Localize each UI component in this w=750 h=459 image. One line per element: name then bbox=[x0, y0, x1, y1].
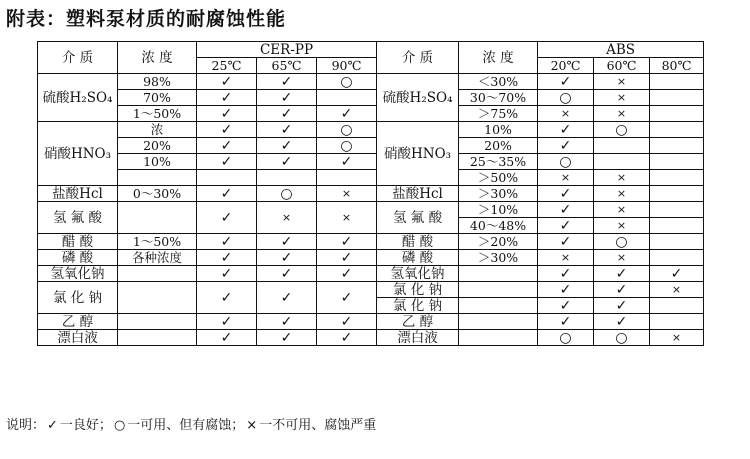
rating-cell: ✓ bbox=[538, 122, 594, 138]
rating-cell: ✓ bbox=[257, 266, 317, 282]
header-medium-right: 介 质 bbox=[377, 42, 459, 74]
header-temp: 20℃ bbox=[538, 58, 594, 74]
rating-cell: ✓ bbox=[197, 202, 257, 234]
rating-cell: ✓ bbox=[257, 314, 317, 330]
conc-cell: 1～50% bbox=[118, 234, 197, 250]
rating-cell bbox=[650, 202, 704, 218]
medium-cell: 硫酸H₂SO₄ bbox=[377, 74, 459, 122]
rating-cell: ○ bbox=[317, 74, 377, 90]
rating-cell: × bbox=[538, 250, 594, 266]
rating-cell bbox=[650, 170, 704, 186]
medium-cell: 氯 化 钠 bbox=[38, 282, 118, 314]
rating-cell: × bbox=[538, 170, 594, 186]
rating-cell: ✓ bbox=[317, 106, 377, 122]
rating-cell: × bbox=[650, 282, 704, 298]
rating-cell: ✓ bbox=[538, 218, 594, 234]
note-prefix: 说明： bbox=[6, 418, 46, 433]
conc-cell: 各种浓度 bbox=[118, 250, 197, 266]
header-temp: 60℃ bbox=[594, 58, 650, 74]
rating-cell: ○ bbox=[257, 186, 317, 202]
rating-cell: ✓ bbox=[594, 298, 650, 314]
conc-cell: ＞20% bbox=[459, 234, 538, 250]
header-medium: 介 质 bbox=[38, 42, 118, 74]
conc-cell: 40～48% bbox=[459, 218, 538, 234]
conc-cell bbox=[459, 282, 538, 298]
rating-cell bbox=[257, 170, 317, 186]
rating-cell: × bbox=[594, 170, 650, 186]
conc-cell: 0～30% bbox=[118, 186, 197, 202]
rating-cell: ✓ bbox=[257, 122, 317, 138]
rating-cell bbox=[650, 122, 704, 138]
rating-cell: ✓ bbox=[538, 186, 594, 202]
rating-cell: × bbox=[594, 106, 650, 122]
rating-cell: ○ bbox=[317, 122, 377, 138]
rating-cell: ✓ bbox=[257, 154, 317, 170]
header-temp: 25℃ bbox=[197, 58, 257, 74]
conc-cell: ＞10% bbox=[459, 202, 538, 218]
header-concentration-right: 浓 度 bbox=[459, 42, 538, 74]
medium-cell: 硝酸HNO₃ bbox=[377, 122, 459, 186]
rating-cell: ○ bbox=[594, 122, 650, 138]
rating-cell: ✓ bbox=[197, 266, 257, 282]
medium-cell: 硝酸HNO₃ bbox=[38, 122, 118, 186]
medium-cell: 氢 氟 酸 bbox=[377, 202, 459, 234]
rating-cell: ✓ bbox=[317, 234, 377, 250]
header-temp: 90℃ bbox=[317, 58, 377, 74]
rating-cell: ✓ bbox=[257, 74, 317, 90]
rating-cell: ✓ bbox=[197, 234, 257, 250]
rating-cell: ✓ bbox=[650, 266, 704, 282]
cross-icon: × bbox=[246, 418, 258, 433]
rating-cell: ✓ bbox=[257, 330, 317, 346]
conc-cell: ＞30% bbox=[459, 250, 538, 266]
rating-cell bbox=[650, 74, 704, 90]
header-temp: 80℃ bbox=[650, 58, 704, 74]
conc-cell bbox=[118, 330, 197, 346]
rating-cell: ✓ bbox=[257, 138, 317, 154]
rating-cell: ✓ bbox=[538, 298, 594, 314]
rating-cell: ✓ bbox=[317, 314, 377, 330]
rating-cell: ✓ bbox=[538, 234, 594, 250]
medium-cell: 氢 氟 酸 bbox=[38, 202, 118, 234]
rating-cell bbox=[197, 170, 257, 186]
medium-cell: 硫酸H₂SO₄ bbox=[38, 74, 118, 122]
rating-cell: ○ bbox=[594, 330, 650, 346]
note-mid-text: 一可用、但有腐蚀； bbox=[127, 418, 245, 433]
medium-cell: 氯 化 钠 bbox=[377, 298, 459, 314]
rating-cell: × bbox=[538, 106, 594, 122]
rating-cell: ✓ bbox=[594, 314, 650, 330]
rating-cell: ✓ bbox=[257, 234, 317, 250]
conc-cell bbox=[118, 314, 197, 330]
conc-cell: 30～70% bbox=[459, 90, 538, 106]
rating-cell: ○ bbox=[594, 234, 650, 250]
rating-cell bbox=[650, 298, 704, 314]
rating-cell: ✓ bbox=[317, 154, 377, 170]
conc-cell: 25～35% bbox=[459, 154, 538, 170]
rating-cell: × bbox=[594, 74, 650, 90]
conc-cell: ＜30% bbox=[459, 74, 538, 90]
rating-cell: ○ bbox=[538, 330, 594, 346]
rating-cell: ✓ bbox=[197, 90, 257, 106]
conc-cell: 10% bbox=[118, 154, 197, 170]
rating-cell: × bbox=[317, 202, 377, 234]
rating-cell: × bbox=[257, 202, 317, 234]
rating-cell bbox=[650, 90, 704, 106]
medium-cell: 漂白液 bbox=[377, 330, 459, 346]
header-abs: ABS bbox=[538, 42, 704, 58]
conc-cell: 98% bbox=[118, 74, 197, 90]
conc-cell: 1～50% bbox=[118, 106, 197, 122]
rating-cell bbox=[317, 90, 377, 106]
conc-cell: 20% bbox=[459, 138, 538, 154]
rating-cell: ✓ bbox=[317, 330, 377, 346]
rating-cell bbox=[650, 250, 704, 266]
conc-cell: 70% bbox=[118, 90, 197, 106]
check-icon: ✓ bbox=[47, 418, 58, 433]
rating-cell: ✓ bbox=[257, 282, 317, 314]
header-concentration: 浓 度 bbox=[118, 42, 197, 74]
rating-cell: ✓ bbox=[317, 250, 377, 266]
note-ok-text: 一良好； bbox=[59, 418, 112, 433]
rating-cell: ✓ bbox=[538, 282, 594, 298]
header-temp: 65℃ bbox=[257, 58, 317, 74]
conc-cell bbox=[118, 170, 197, 186]
rating-cell: ✓ bbox=[538, 138, 594, 154]
rating-cell: × bbox=[594, 202, 650, 218]
rating-cell: ✓ bbox=[594, 266, 650, 282]
rating-cell bbox=[650, 106, 704, 122]
rating-cell bbox=[594, 154, 650, 170]
medium-cell: 氢氧化钠 bbox=[38, 266, 118, 282]
medium-cell: 盐酸Hcl bbox=[38, 186, 118, 202]
rating-cell: ✓ bbox=[197, 186, 257, 202]
rating-cell bbox=[650, 314, 704, 330]
medium-cell: 醋 酸 bbox=[377, 234, 459, 250]
rating-cell: ✓ bbox=[538, 202, 594, 218]
rating-cell: × bbox=[594, 218, 650, 234]
conc-cell bbox=[459, 266, 538, 282]
conc-cell bbox=[459, 314, 538, 330]
legend-note bbox=[6, 414, 378, 433]
rating-cell: ✓ bbox=[538, 266, 594, 282]
circle-icon: ○ bbox=[113, 418, 126, 433]
conc-cell: 20% bbox=[118, 138, 197, 154]
medium-cell: 乙 醇 bbox=[377, 314, 459, 330]
rating-cell: ✓ bbox=[197, 282, 257, 314]
medium-cell: 磷 酸 bbox=[377, 250, 459, 266]
rating-cell: ○ bbox=[317, 138, 377, 154]
rating-cell: ✓ bbox=[317, 282, 377, 314]
page-title: 附表：塑料泵材质的耐腐蚀性能 bbox=[6, 8, 287, 30]
rating-cell: × bbox=[594, 90, 650, 106]
medium-cell: 磷 酸 bbox=[38, 250, 118, 266]
conc-cell bbox=[118, 202, 197, 234]
rating-cell: ✓ bbox=[197, 74, 257, 90]
rating-cell: ✓ bbox=[197, 330, 257, 346]
medium-cell: 乙 醇 bbox=[38, 314, 118, 330]
rating-cell: × bbox=[317, 186, 377, 202]
medium-cell: 盐酸Hcl bbox=[377, 186, 459, 202]
rating-cell: × bbox=[594, 186, 650, 202]
corrosion-table bbox=[37, 41, 704, 346]
rating-cell: ✓ bbox=[197, 250, 257, 266]
conc-cell: ＞50% bbox=[459, 170, 538, 186]
rating-cell bbox=[317, 170, 377, 186]
rating-cell: ✓ bbox=[257, 250, 317, 266]
rating-cell: ✓ bbox=[594, 282, 650, 298]
conc-cell: 浓 bbox=[118, 122, 197, 138]
conc-cell: ＞75% bbox=[459, 106, 538, 122]
rating-cell: ✓ bbox=[197, 314, 257, 330]
medium-cell: 醋 酸 bbox=[38, 234, 118, 250]
rating-cell: ○ bbox=[538, 154, 594, 170]
rating-cell bbox=[650, 218, 704, 234]
rating-cell: ✓ bbox=[257, 106, 317, 122]
conc-cell bbox=[118, 266, 197, 282]
rating-cell: ✓ bbox=[197, 106, 257, 122]
rating-cell bbox=[650, 154, 704, 170]
rating-cell: ✓ bbox=[197, 122, 257, 138]
rating-cell: ✓ bbox=[197, 154, 257, 170]
medium-cell: 氯 化 钠 bbox=[377, 282, 459, 298]
rating-cell: ○ bbox=[538, 90, 594, 106]
rating-cell bbox=[650, 138, 704, 154]
header-cer-pp: CER-PP bbox=[197, 42, 377, 58]
medium-cell: 漂白液 bbox=[38, 330, 118, 346]
conc-cell: 10% bbox=[459, 122, 538, 138]
rating-cell: × bbox=[650, 330, 704, 346]
rating-cell: ✓ bbox=[317, 266, 377, 282]
rating-cell: ✓ bbox=[197, 138, 257, 154]
conc-cell: ＞30% bbox=[459, 186, 538, 202]
rating-cell bbox=[650, 234, 704, 250]
rating-cell: ✓ bbox=[257, 90, 317, 106]
rating-cell: ✓ bbox=[538, 74, 594, 90]
conc-cell bbox=[459, 298, 538, 314]
rating-cell: × bbox=[594, 250, 650, 266]
conc-cell bbox=[459, 330, 538, 346]
rating-cell bbox=[594, 138, 650, 154]
medium-cell: 氢氧化钠 bbox=[377, 266, 459, 282]
rating-cell bbox=[650, 186, 704, 202]
note-no-text: 一不可用、腐蚀严重 bbox=[259, 418, 377, 433]
conc-cell bbox=[118, 282, 197, 314]
rating-cell: ✓ bbox=[538, 314, 594, 330]
